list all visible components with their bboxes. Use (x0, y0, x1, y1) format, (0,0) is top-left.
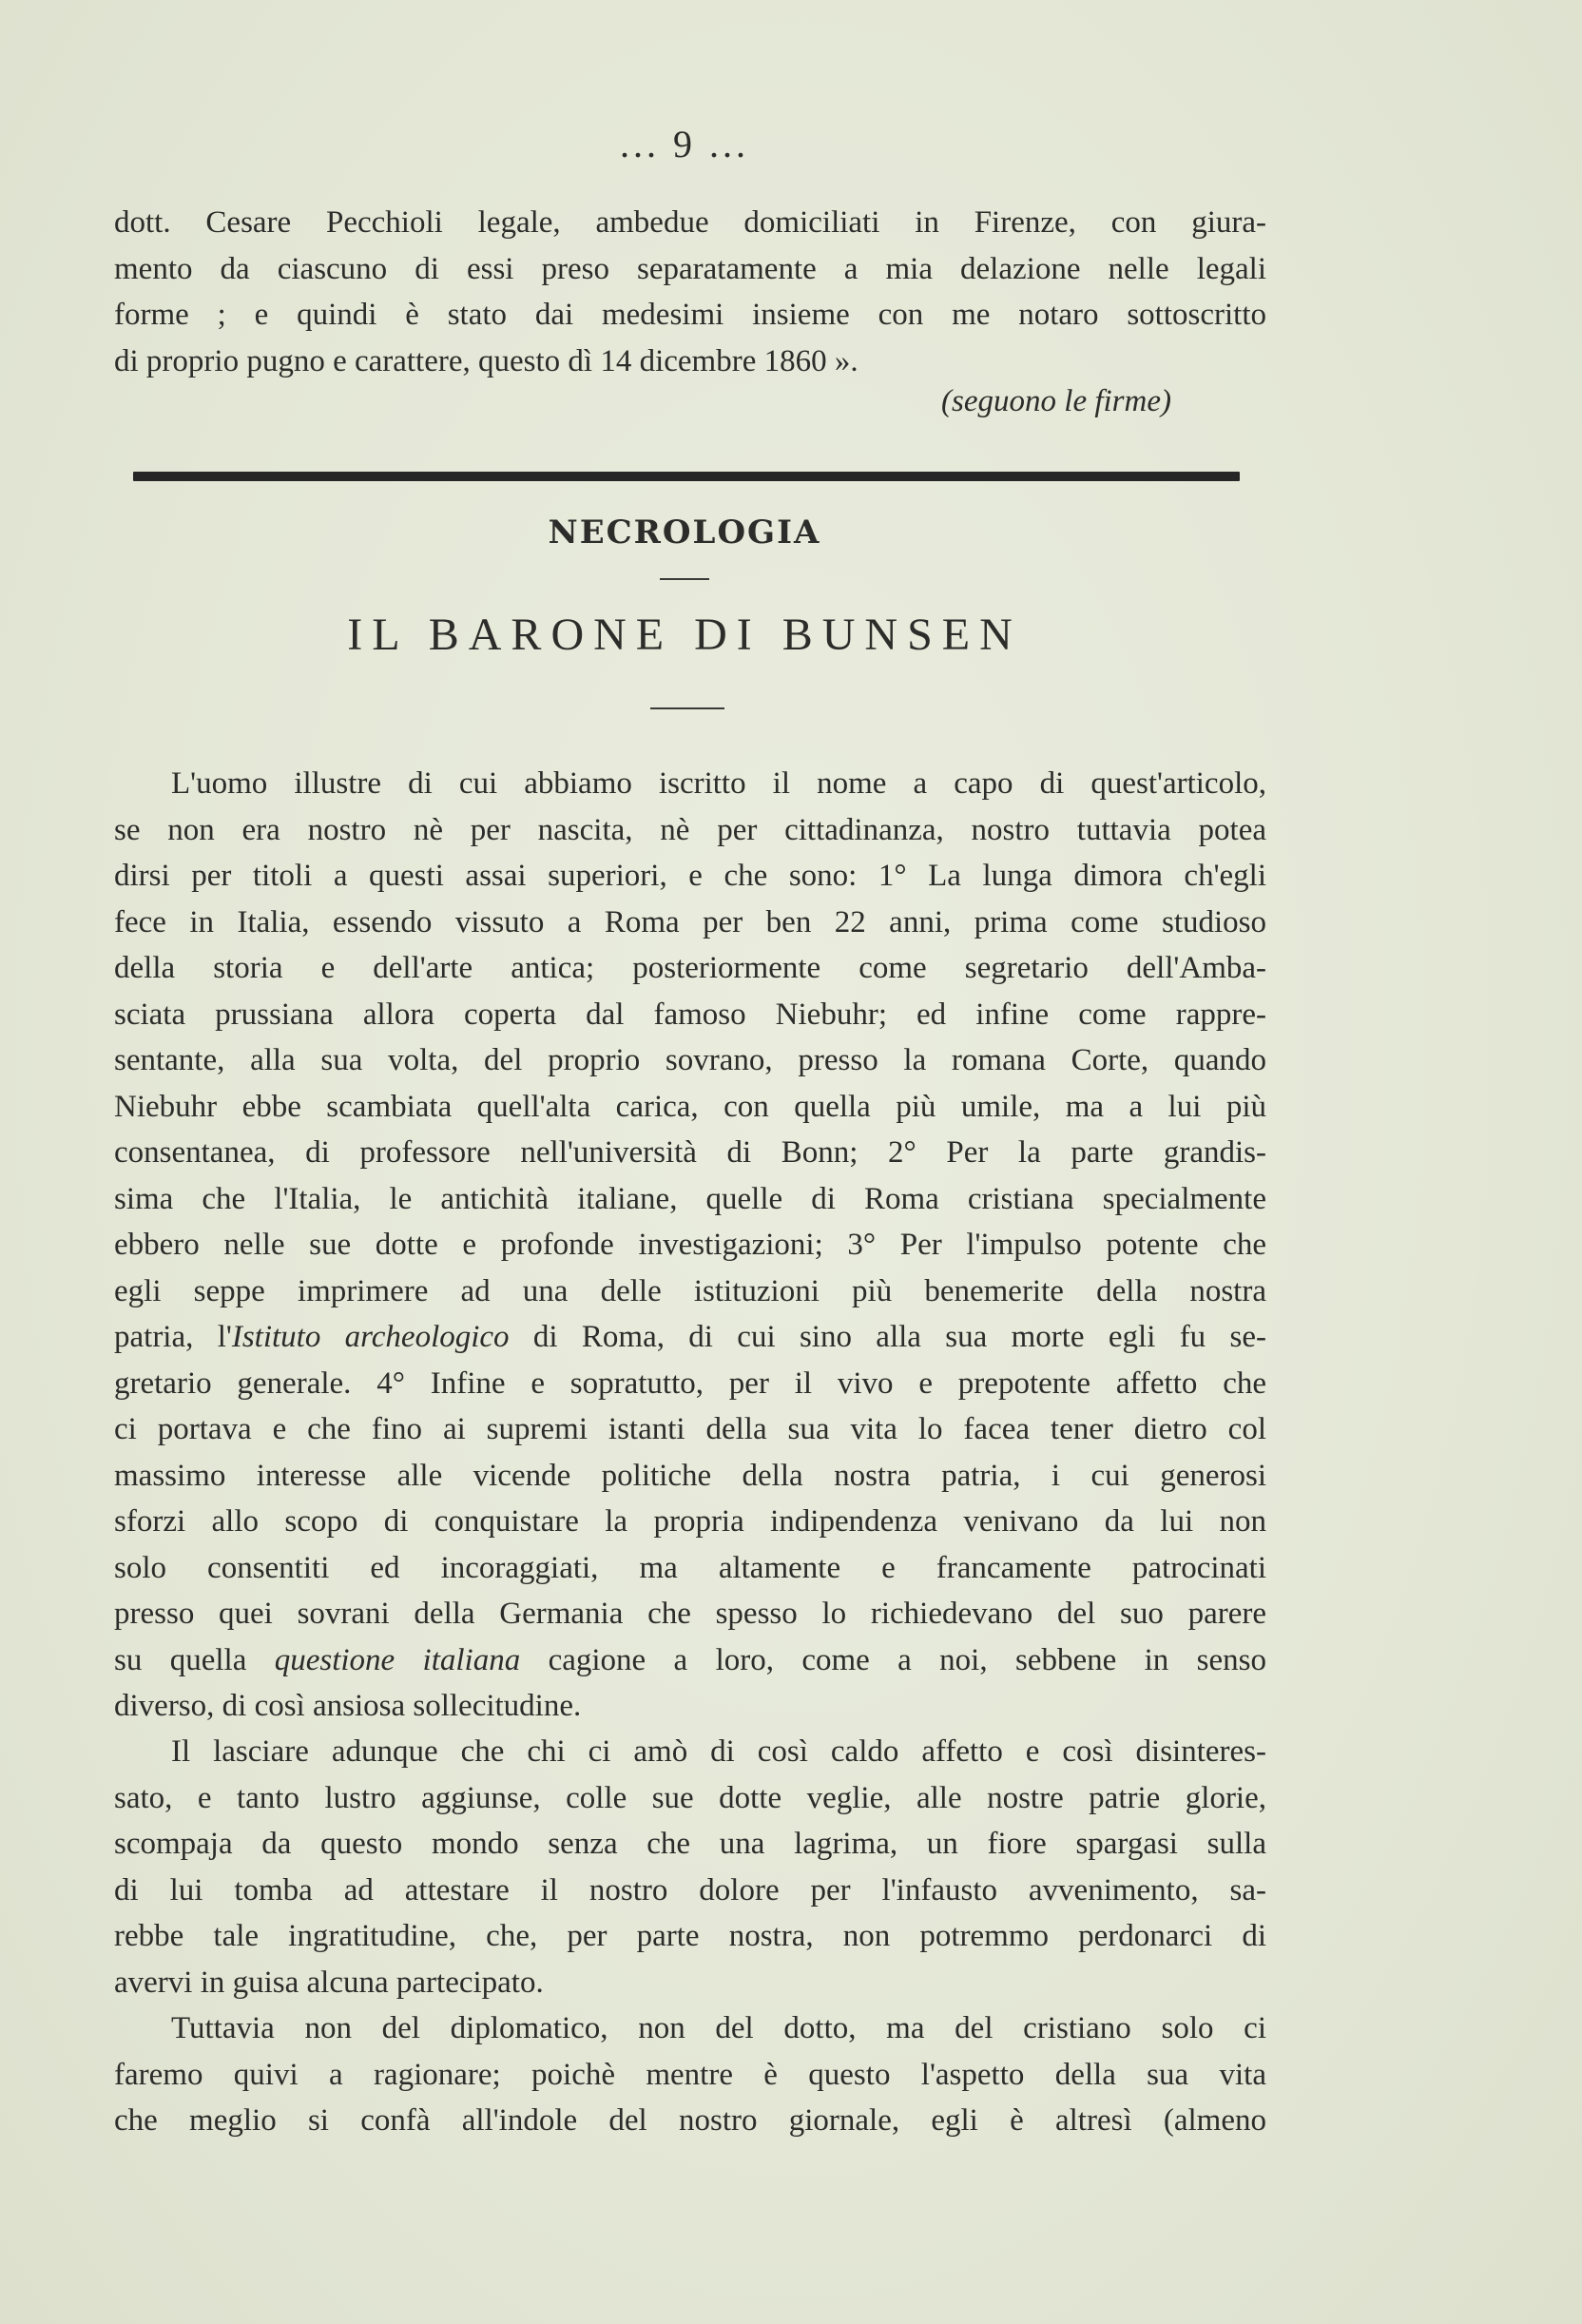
text-line (114, 1637, 1266, 1684)
section-divider (133, 472, 1240, 481)
text-line: forme ; e quindi è stato dai medesimi insieme con me notaro sottoscritto (114, 298, 1266, 332)
text-line: che meglio si confà all'indole del nostro giornale, egli è altresì (almeno (114, 2103, 1266, 2138)
text-line: sima che l'Italia, le antichità italiane, quelle di Roma cristiana specialmente (114, 1181, 1266, 1216)
paragraph-3 (114, 2005, 1266, 2144)
article-title: IL BARONE DI BUNSEN (347, 610, 1022, 660)
text-line: Niebuhr ebbe scambiata quell'alta carica, con quella più umile, ma a lui più (114, 1089, 1266, 1124)
text-line: sforzi allo scopo di conquistare la propria indipendenza venivano da lui non (114, 1504, 1266, 1539)
text-line: gretario generale. 4° Infine e sopratutto, per il vivo e prepotente affetto che (114, 1365, 1266, 1401)
text-line: diverso, di così ansiosa sollecitudine. (114, 1689, 582, 1723)
text-segment: di Roma, di cui sino alla sua morte egli fu se- (509, 1320, 1266, 1354)
text-line: di lui tomba ad attestare il nostro dolore per l'infausto avvenimento, sa- (114, 1872, 1266, 1908)
text-line: scompaja da questo mondo senza che una lagrima, un fiore spargasi sulla (114, 1827, 1266, 1861)
text-line: L'uomo illustre di cui abbiamo iscritto il nome a capo di quest'articolo, (171, 766, 1266, 801)
italic-term: Istituto archeologico (231, 1320, 510, 1354)
text-line: faremo quivi a ragionare; poichè mentre è questo l'aspetto della sua vita (114, 2057, 1266, 2092)
signature-note: (seguono le firme) (941, 384, 1171, 418)
text-segment: su quella (114, 1642, 275, 1677)
text-line: presso quei sovrani della Germania che spesso lo richiedevano del suo parere (114, 1597, 1266, 1631)
italic-term: questione italiana (274, 1642, 521, 1677)
text-line: avervi in guisa alcuna partecipato. (114, 1965, 544, 2000)
section-heading: NECROLOGIA (548, 513, 821, 552)
text-line: rebbe tale ingratitudine, che, per parte nostra, non potremmo perdonarci di (114, 1919, 1266, 1953)
top-paragraph (114, 200, 1266, 384)
text-line: Il lasciare adunque che chi ci amò di così caldo affetto e così disinteres- (171, 1734, 1266, 1769)
text-line: sciata prussiana allora coperta dal famoso Niebuhr; ed infine come rappre- (114, 997, 1266, 1032)
text-line: fece in Italia, essendo vissuto a Roma per ben 22 anni, prima come studioso (114, 904, 1266, 939)
heading-underline (660, 578, 709, 580)
text-line: dott. Cesare Pecchioli legale, ambedue domiciliati in Firenze, con giura- (114, 205, 1266, 240)
text-line (114, 1314, 1266, 1361)
text-line: egli seppe imprimere ad una delle istituzioni più benemerite della nostra (114, 1273, 1266, 1308)
paragraph-1 (114, 761, 1266, 1730)
text-line: di proprio pugno e carattere, questo dì 14 dicembre 1860 ». (114, 343, 859, 378)
text-segment: cagione a loro, come a noi, sebbene in senso (520, 1642, 1266, 1677)
text-line: consentanea, di professore nell'università di Bonn; 2° Per la parte grandis- (114, 1135, 1266, 1170)
text-line: massimo interesse alle vicende politiche della nostra patria, i cui generosi (114, 1458, 1266, 1493)
text-segment: patria, l' (114, 1320, 232, 1354)
page-number: ... 9 ... (620, 123, 749, 165)
text-line: ebbero nelle sue dotte e profonde investigazioni; 3° Per l'impulso potente che (114, 1228, 1266, 1262)
text-line: sentante, alla sua volta, del proprio sovrano, presso la romana Corte, quando (114, 1043, 1266, 1077)
text-line: della storia e dell'arte antica; posteriormente come segretario dell'Amba- (114, 951, 1266, 985)
text-line: ci portava e che fino ai supremi istanti della sua vita lo facea tener dietro col (114, 1412, 1266, 1446)
title-underline (650, 707, 724, 709)
text-line: dirsi per titoli a questi assai superiori, e che sono: 1° La lunga dimora ch'egli (114, 859, 1266, 893)
text-line: se non era nostro nè per nascita, nè per cittadinanza, nostro tuttavia potea (114, 812, 1266, 847)
text-line: mento da ciascuno di essi preso separatamente a mia delazione nelle legali (114, 251, 1266, 286)
text-line: solo consentiti ed incoraggiati, ma altamente e francamente patrocinati (114, 1550, 1266, 1585)
text-line: Tuttavia non del diplomatico, non del dotto, ma del cristiano solo ci (171, 2011, 1266, 2045)
paragraph-2 (114, 1729, 1266, 2005)
text-line: sato, e tanto lustro aggiunse, colle sue dotte veglie, alle nostre patrie glorie, (114, 1780, 1266, 1815)
